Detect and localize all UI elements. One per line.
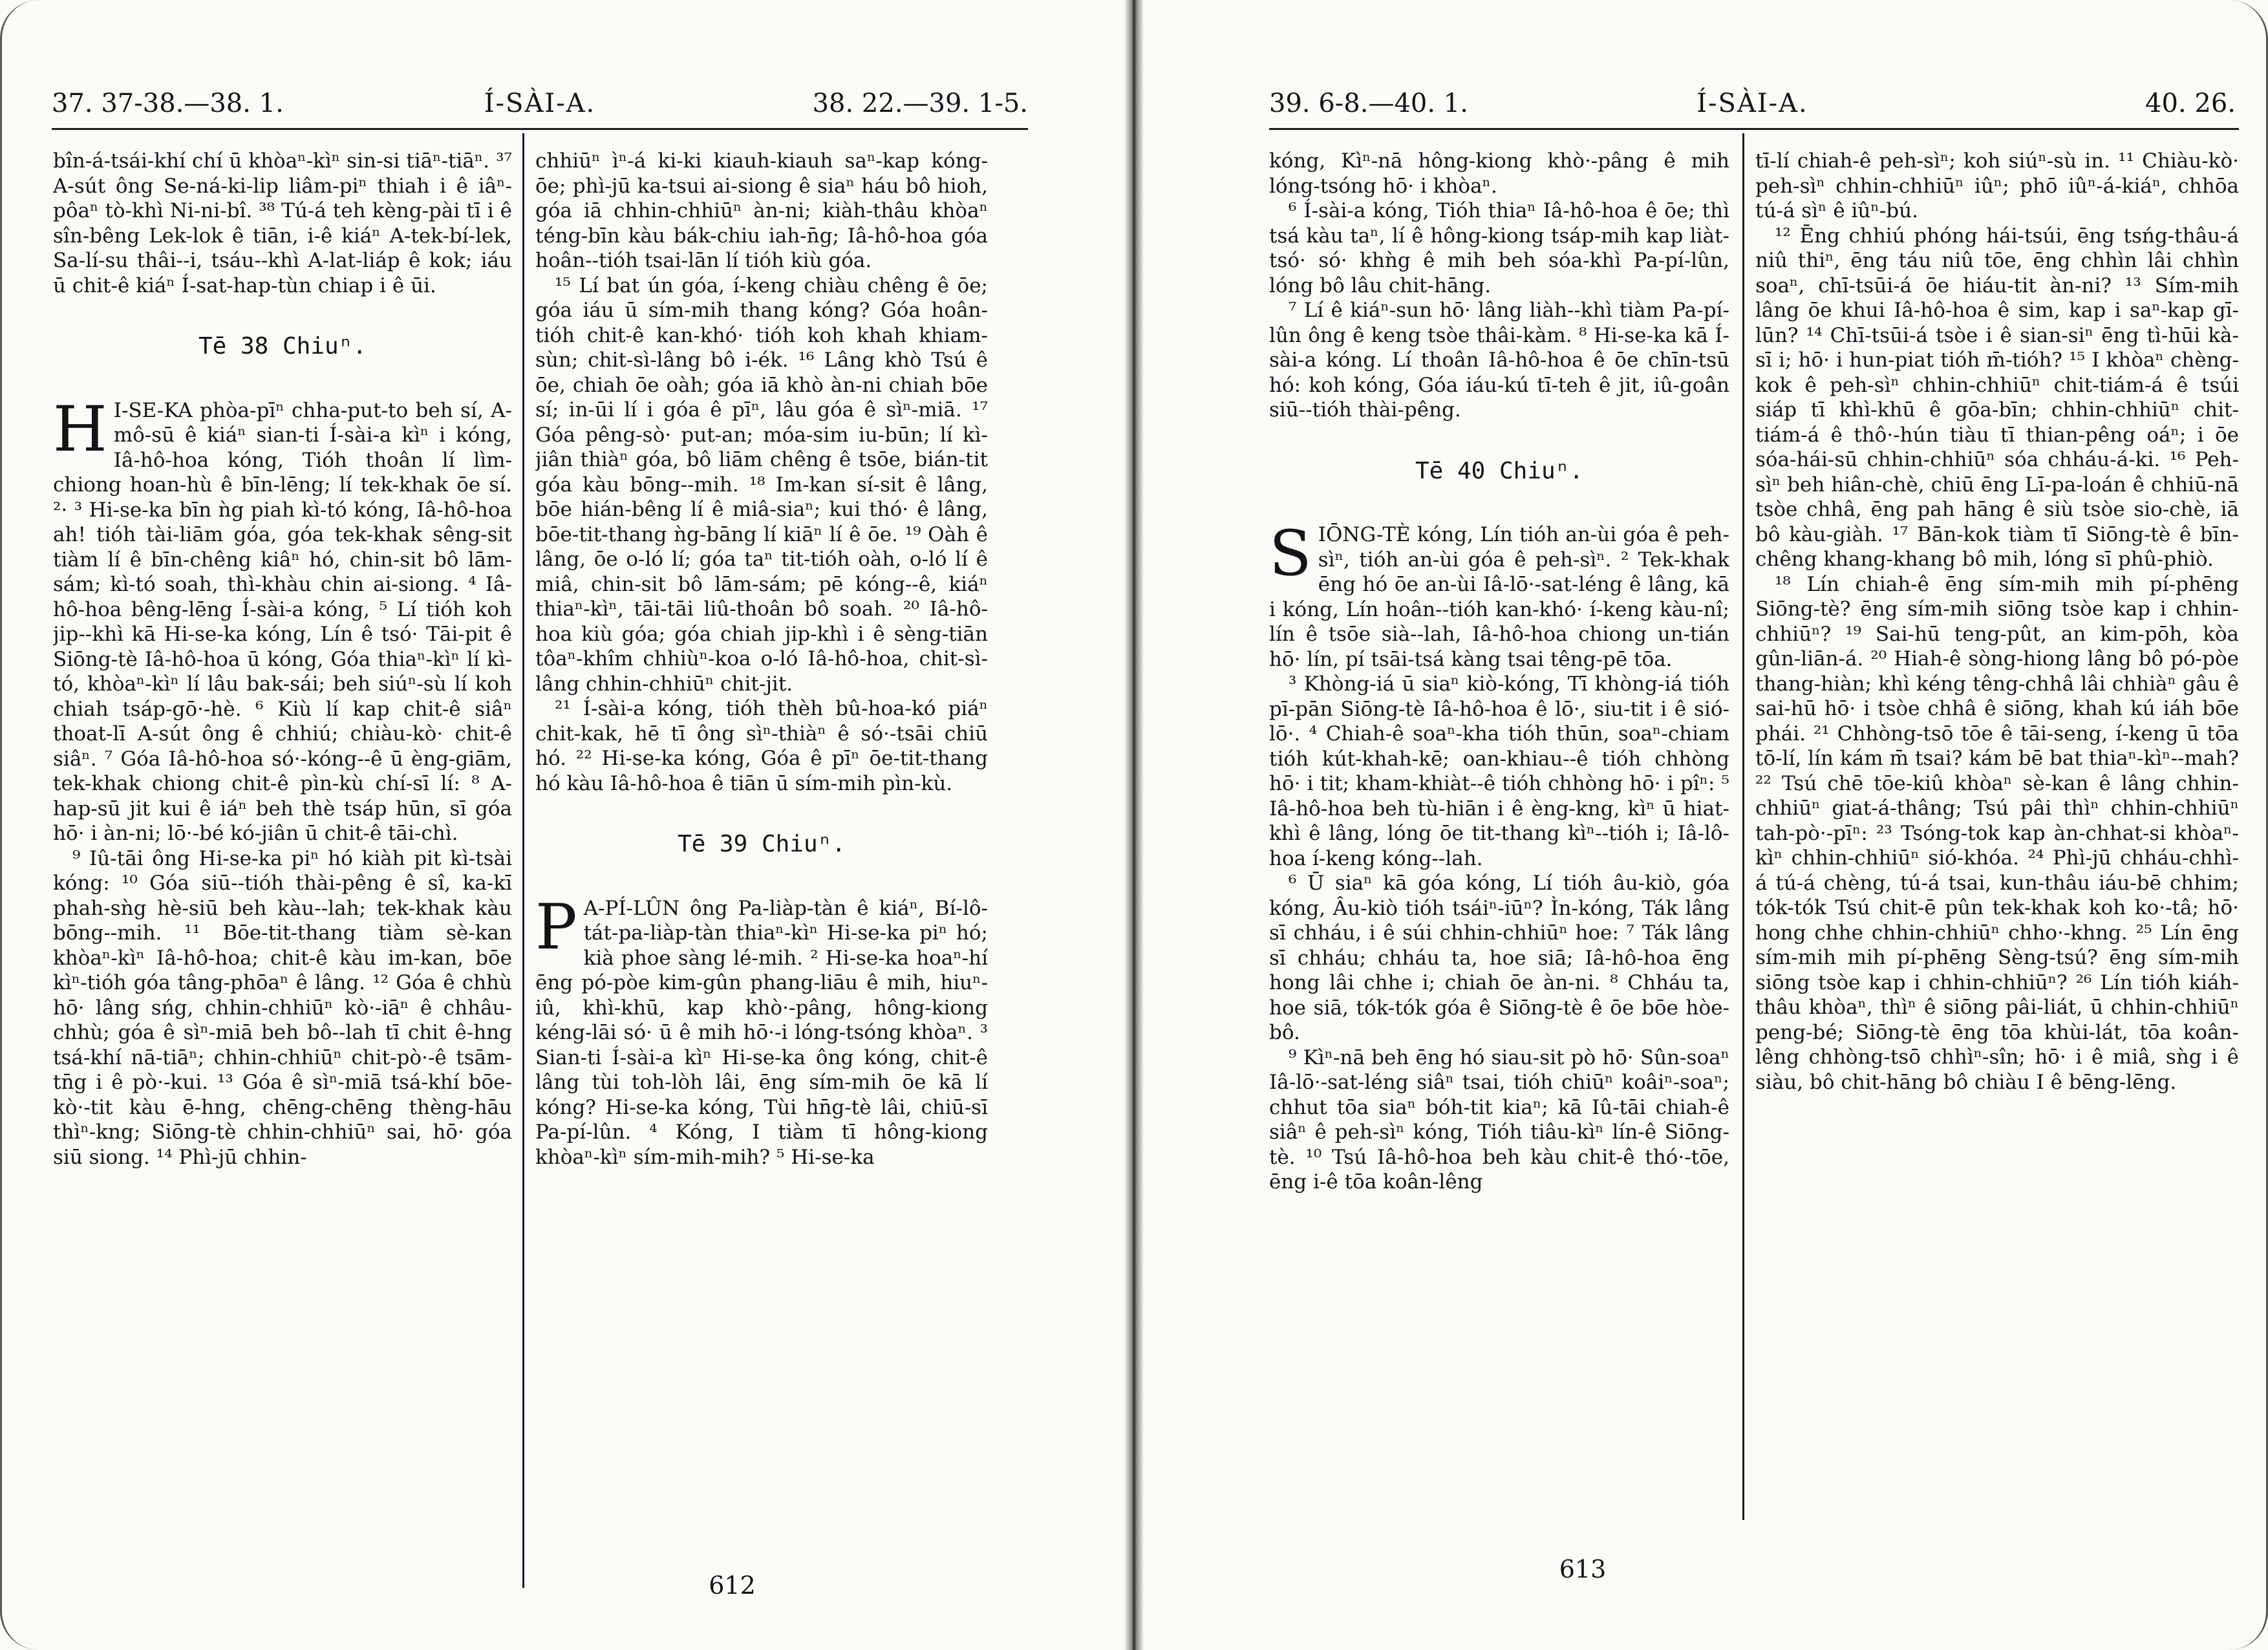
- chapter-heading-40: Tē 40 Chiuⁿ.: [1415, 457, 1584, 484]
- left-column-1: [53, 149, 512, 1571]
- verse-paragraph: ⁹ Iû-tāi ông Hi-se-ka piⁿ hó kiàh pit kì-tsài kóng: ¹⁰ Góa siū--tióh thài-pêng ê sî, ka-kī phah-sǹg hè-siū beh kàu--lah; tek-khak kàu bōng--mih. ¹¹ Bōe-tit-thang tiàm sè-kan khòaⁿ-kìⁿ Iâ-hô-hoa; chit-ê kàu im-kan, bōe kìⁿ-tióh góa tâng-phōaⁿ ê lâng. ¹² Góa ê chhù hō· lâng sńg, chhin-chhiūⁿ kò·-iāⁿ ê chhâu-chhù; góa ê sìⁿ-miā beh bô--lah tī chit ê-hng tsá-khí nā-tiāⁿ; chhin-chhiūⁿ chit-pò·-ê tsām-tn̄g i ê pò·-kui. ¹³ Góa ê sìⁿ-miā tsá-khí bōe-kò·-tit kàu ē-hng, chēng-chēng thèng-hāu thìⁿ-kng; Siōng-tè chhin-chhiūⁿ sai, hō· góa siū siong. ¹⁴ Phì-jū chhin-: [53, 846, 512, 1169]
- right-header-rule: [1269, 128, 2239, 130]
- right-column-divider: [1742, 133, 1744, 1520]
- drop-cap-39: P: [535, 890, 577, 963]
- verse-paragraph: kóng, Kìⁿ-nā hông-kiong khò·-pâng ê mih lóng-tsóng hō· i khòaⁿ.: [1269, 149, 1729, 198]
- verse-paragraph: I-SE-KA phòa-pīⁿ chha-put-to beh sí, A-mô-sū ê kiáⁿ sian-ti Í-sài-a kìⁿ i kóng, Iâ-hô-hoa kóng, Tióh thoân lí lìm-chiong hoan-hù ê bīn-lēng; lí tek-khak ōe sí. ²· ³ Hi-se-ka bīn ǹg piah kì-tó kóng, Iâ-hô-hoa ah! tióh tài-liām góa, góa tek-khak sêng-sit tiàm lí ê bīn-chêng kiâⁿ hó, chin-sit bô lām-sám; kì-tó soah, thì-khàu chin ai-siong. ⁴ Iâ-hô-hoa bêng-lēng Í-sài-a kóng, ⁵ Lí tióh koh jip--khì kā Hi-se-ka kóng, Lín ê tsó· Tāi-pit ê Siōng-tè Iâ-hô-hoa ū kóng, Góa thiaⁿ-kìⁿ lí kì-tó, khòaⁿ-kìⁿ lí lâu bak-sái; beh siúⁿ-sù lí koh chiah tsáp-gō·-hè. ⁶ Kiù lí kap chit-ê siâⁿ thoat-lī A-sút ông ê chhiú; chiàu-kò· chit-ê siâⁿ. ⁷ Góa Iâ-hô-hoa só·-kóng--ê ū èng-giām, tek-khak chiong chit-ê pìn-kù chí-sī lí: ⁸ A-hap-sū jit kui ê iáⁿ beh thè tsáp hūn, sī góa hō· i àn-ni; lō·-bé kó-jiân ū chit-ê tāi-chì.: [53, 398, 512, 845]
- right-header-book-title: Í-SÀI-A.: [1696, 89, 1808, 118]
- verse-paragraph: chhiūⁿ ìⁿ-á ki-ki kiauh-kiauh saⁿ-kap kóng-ōe; phì-jū ka-tsui ai-siong ê siaⁿ háu bô hioh, góa iā chhin-chhiūⁿ àn-ni; kiàh-thâu khòaⁿ téng-bīn kàu bák-chiu iah-n̄g; Iâ-hô-hoa góa hoân--tióh tsai-lān lí tióh kiù góa.: [535, 149, 988, 272]
- verse-paragraph: ⁶ Í-sài-a kóng, Tióh thiaⁿ Iâ-hô-hoa ê ōe; thì tsá kàu taⁿ, lí ê hông-kiong tsáp-mih kap liàt-tsó· só· khǹg ê mih beh sóa-khì Pa-pí-lûn, lóng bô lâu chit-hāng.: [1269, 199, 1729, 297]
- left-header-book-title: Í-SÀI-A.: [484, 89, 596, 118]
- left-header-ref-start: 37. 37-38.—38. 1.: [52, 89, 284, 118]
- right-page: [1140, 0, 2268, 1650]
- verse-paragraph: ¹⁵ Lí bat ún góa, í-keng chiàu chêng ê ōe; góa iáu ū sím-mih thang kóng? Góa hoân-tióh chit-ê kan-khó· tióh koh khah khiam-sùn; chit-sì-lâng bô i-ék. ¹⁶ Lâng khò Tsú ê ōe, chiah ōe oàh; góa iā khò àn-ni chiah bōe sí; in-ūi lí i góa ê pīⁿ, lâu góa ê sìⁿ-miā. ¹⁷ Góa pêng-sò· put-an; móa-sim iu-būn; lí kì-jiân thiàⁿ góa, bô liām chêng ê tsōe, bián-tit góa kàu bōng--mih. ¹⁸ Im-kan sí-sit ê lâng, bōe hián-bêng lí ê miâ-siaⁿ; kui thó· ê lâng, bōe-tit-thang ǹg-bāng lí kiāⁿ lí ê ōe. ¹⁹ Oàh ê lâng, ōe o-ló lí; góa taⁿ tit-tióh oàh, o-ló lí ê miâ, chin-sit bô lām-sám; pē kóng--ê, kiáⁿ thiaⁿ-kìⁿ, tāi-tāi liû-thoân bô soah. ²⁰ Iâ-hô-hoa kiù góa; góa chiah jip-khì i ê sèng-tiān tôaⁿ-khîm chhiùⁿ-koa o-ló Iâ-hô-hoa, chit-sì-lâng chhin-chhiūⁿ chit-jit.: [535, 273, 988, 696]
- left-page: [0, 0, 1128, 1650]
- drop-cap-40: S: [1269, 517, 1312, 590]
- verse-paragraph: IŌNG-TÈ kóng, Lín tióh an-ùi góa ê peh-sìⁿ, tióh an-ùi góa ê peh-sìⁿ. ² Tek-khak ēng hó ōe an-ùi Iâ-lō·-sat-léng ê lâng, kā i kóng, Lín hoân--tióh kan-khó· í-keng kàu-nî; lín ê tsōe sià--lah, Iâ-hô-hoa chiong un-tián hō· lín, pí tsāi-tsá kàng tsai têng-pē tōa.: [1269, 523, 1729, 671]
- left-running-header: [52, 84, 1028, 123]
- left-column-2: [535, 149, 988, 1571]
- verse-paragraph: ⁶ Ū siaⁿ kā góa kóng, Lí tióh âu-kiò, góa kóng, Âu-kiò tióh tsáiⁿ-iūⁿ? Ìn-kóng, Ták lâng sī chháu, i ê súi chhin-chhiūⁿ hoe: ⁷ Ták lâng sī chháu; chháu ta, hoe siā; Iâ-hô-hoa ēng hong lâi chhe i; chiah ōe àn-ni. ⁸ Chháu ta, hoe siā, tók-tók góa ê Siōng-tè ê ōe bōe hòe-bô.: [1269, 872, 1729, 1044]
- verse-paragraph: bîn-á-tsái-khí chí ū khòaⁿ-kìⁿ sin-si tiāⁿ-tiāⁿ. ³⁷ A-sút ông Se-ná-ki-lip liâm-piⁿ thiah i ê iâⁿ-pôaⁿ tò-khì Ni-ni-bî. ³⁸ Tú-á teh kèng-pài tī i ê sîn-bêng Lek-lok ê tiān, i-ê kiáⁿ A-tek-bí-lek, Sa-lí-su thâi--i, tsáu--khì A-lat-liáp ê kok; iáu ū chit-ê kiáⁿ Í-sat-hap-tùn chiap i ê ūi.: [53, 149, 512, 297]
- verse-paragraph: ⁹ Kìⁿ-nā beh ēng hó siau-sit pò hō· Sûn-soaⁿ Iâ-lō·-sat-léng siâⁿ tsai, tióh chiūⁿ koâiⁿ-soaⁿ; chhut tōa siaⁿ bóh-tit kiaⁿ; kā Iû-tāi chiah-ê siâⁿ ê peh-sìⁿ kóng, Tióh tiâu-kìⁿ lín-ê Siōng-tè. ¹⁰ Tsú Iâ-hô-hoa beh kàu chit-ê thó·-tōe, ēng i-ê tōa koân-lêng: [1269, 1045, 1729, 1194]
- verse-paragraph: ¹⁸ Lín chiah-ê ēng sím-mih mih pí-phēng Siōng-tè? ēng sím-mih siōng tsòe kap i chhin-chhiūⁿ? ¹⁹ Sai-hū teng-pût, an kim-pōh, kòa gûn-liān-á. ²⁰ Hiah-ê sòng-hiong lâng bô pó-pòe thang-hiàn; khì kéng têng-chhâ lâi chhiàⁿ gâu ê sai-hū hō· i tsòe chhâ ê siōng, khah kú iáh bōe phái. ²¹ Chhòng-tsō tōe ê tāi-seng, í-keng ū tōa tō-lí, lín kám m̄ tsai? kám bē bat thiaⁿ-kìⁿ--mah? ²² Tsú chē tōe-kiû khòaⁿ sè-kan ê lâng chhin-chhiūⁿ giat-á-thâng; Tsú pâi thìⁿ chhin-chhiūⁿ tah-pò·-pīⁿ: ²³ Tsóng-tok kap àn-chhat-si khòaⁿ-kìⁿ chhin-chhiūⁿ sió-khóa. ²⁴ Phì-jū chháu-chhì-á tú-á chèng, tú-á tsai, kun-thâu iáu-bē chhim; tók-tók Tsú chit-ē pûn tek-khak koh ko·-tâ; hō· hong chhe chhin-chhiūⁿ chho·-khng. ²⁵ Lín ēng sím-mih mih pí-phēng Sèng-tsú? ēng sím-mih siōng tsòe kap i chhin-chhiūⁿ? ²⁶ Lín tióh kiáh-thâu khòaⁿ, thìⁿ ê siōng pâi-liát, ū chhin-chhiūⁿ peng-bé; Siōng-tè ēng tōa khùi-lát, tōa koân-lêng chhòng-tsō chhìⁿ-sîn; hō· i ê miâ, sǹg i ê siàu, bô chit-hāng bô chiàu I ê bēng-lēng.: [1755, 572, 2239, 1094]
- left-column-divider: [522, 133, 524, 1588]
- left-header-ref-end: 38. 22.—39. 1-5.: [812, 89, 1028, 118]
- chapter-heading-38: Tē 38 Chiuⁿ.: [198, 333, 367, 359]
- verse-paragraph: ²¹ Í-sài-a kóng, tióh thèh bû-hoa-kó piáⁿ chit-kak, hē tī ông sìⁿ-thiàⁿ ê só·-tsāi chiū hó. ²² Hi-se-ka kóng, Góa ê pīⁿ ōe-tit-thang hó kàu Iâ-hô-hoa ê tiān ū sím-mih pìn-kù.: [535, 697, 988, 795]
- right-column-2: [1755, 149, 2239, 1526]
- verse-paragraph: A-PÍ-LÛN ông Pa-liàp-tàn ê kiáⁿ, Bí-lô-tát-pa-liàp-tàn thiaⁿ-kìⁿ Hi-se-ka piⁿ hó; kià phoe sàng lé-mih. ² Hi-se-ka hoaⁿ-hí ēng pó-pòe kim-gûn phang-liāu ê mih, hiuⁿ-iû, khì-khū, kap khò·-pâng, hông-kiong kéng-lāi só· ū ê mih hō·-i lóng-tsóng khòaⁿ. ³ Sian-ti Í-sài-a kìⁿ Hi-se-ka ông kóng, chit-ê lâng tùi toh-lòh lâi, ēng sím-mih ōe kā lí kóng? Hi-se-ka kóng, Tùi hn̄g-tè lâi, chiū-sī Pa-pí-lûn. ⁴ Kóng, I tiàm tī hông-kiong khòaⁿ-kìⁿ sím-mih-mih? ⁵ Hi-se-ka: [535, 896, 988, 1169]
- verse-paragraph: ⁷ Lí ê kiáⁿ-sun hō· lâng liàh--khì tiàm Pa-pí-lûn ông ê keng tsòe thâi-kàm. ⁸ Hi-se-ka kā Í-sài-a kóng. Lí thoân Iâ-hô-hoa ê ōe chīn-tsū hó: koh kóng, Góa iáu-kú tī-teh ê jit, iû-goân siū--tióh thài-pêng.: [1269, 299, 1729, 422]
- right-header-ref-start: 39. 6-8.—40. 1.: [1269, 89, 1468, 118]
- left-header-rule: [52, 128, 1028, 130]
- verse-paragraph: ³ Khòng-iá ū siaⁿ kiò-kóng, Tī khòng-iá tióh pī-pān Siōng-tè Iâ-hô-hoa ê lō·, siu-tit i ê sió-lō·. ⁴ Chiah-ê soaⁿ-kha tióh thūn, soaⁿ-chiam tióh kút-khah-kē; oan-khiau--ê tióh chhòng hō· i tit; kham-khiàt--ê tióh chhòng hō· i pîⁿ: ⁵ Iâ-hô-hoa beh tù-hiān i ê èng-kng, kìⁿ ū hiat-khì ê lâng, lóng ōe tit-thang kìⁿ--tióh i; Iâ-lô-hoa í-keng kóng--lah.: [1269, 672, 1729, 870]
- right-page-number: 613: [1559, 1555, 1607, 1583]
- right-running-header: [1269, 84, 2236, 123]
- right-column-1: [1269, 149, 1729, 1526]
- verse-paragraph: tī-lí chiah-ê peh-sìⁿ; koh siúⁿ-sù in. ¹¹ Chiàu-kò· peh-sìⁿ chhin-chhiūⁿ iûⁿ; phō iûⁿ-á-kiáⁿ, chhōa tú-á sìⁿ ê iûⁿ-bú.: [1755, 149, 2239, 222]
- drop-cap-38: H: [53, 392, 107, 466]
- left-page-number: 612: [709, 1571, 756, 1600]
- right-header-ref-end: 40. 26.: [2145, 89, 2236, 118]
- verse-paragraph: ¹² Ēng chhiú phóng hái-tsúi, ēng tsńg-thâu-á niû thiⁿ, ēng táu niû tōe, ēng chhìn lâi chhìn soaⁿ, chī-tsūi-á ōe hiáu-tit àn-ni? ¹³ Sím-mih lâng ōe khui Iâ-hô-hoa ê sim, kap i saⁿ-kap gī-lūn? ¹⁴ Chī-tsūi-á tsòe i ê sian-siⁿ ēng tì-hūi kà-sī i; hō· i hun-piat tióh m̄-tióh? ¹⁵ I khòaⁿ chèng-kok ê peh-sìⁿ chhin-chhiūⁿ chit-tiám-á ê tsúi siáp tī khì-khū ê gōa-bīn; chhin-chhiūⁿ chit-tiám-á ê thô·-hún tiàu tī thian-pêng oáⁿ; i ōe sóa-hái-sū chhin-chhiūⁿ sóa chháu-á-ki. ¹⁶ Peh-sìⁿ beh hiân-chè, chiū ēng Lī-pa-loán ê chhiū-nā tsòe chhâ, ēng pah hāng ê siù tsòe sio-chè, iā bô kàu-giàh. ¹⁷ Bān-kok tiàm tī Siōng-tè ê bīn-chêng khang-khang bô mih, lóng sī phû-phiò.: [1755, 224, 2239, 571]
- chapter-heading-39: Tē 39 Chiuⁿ.: [677, 831, 846, 857]
